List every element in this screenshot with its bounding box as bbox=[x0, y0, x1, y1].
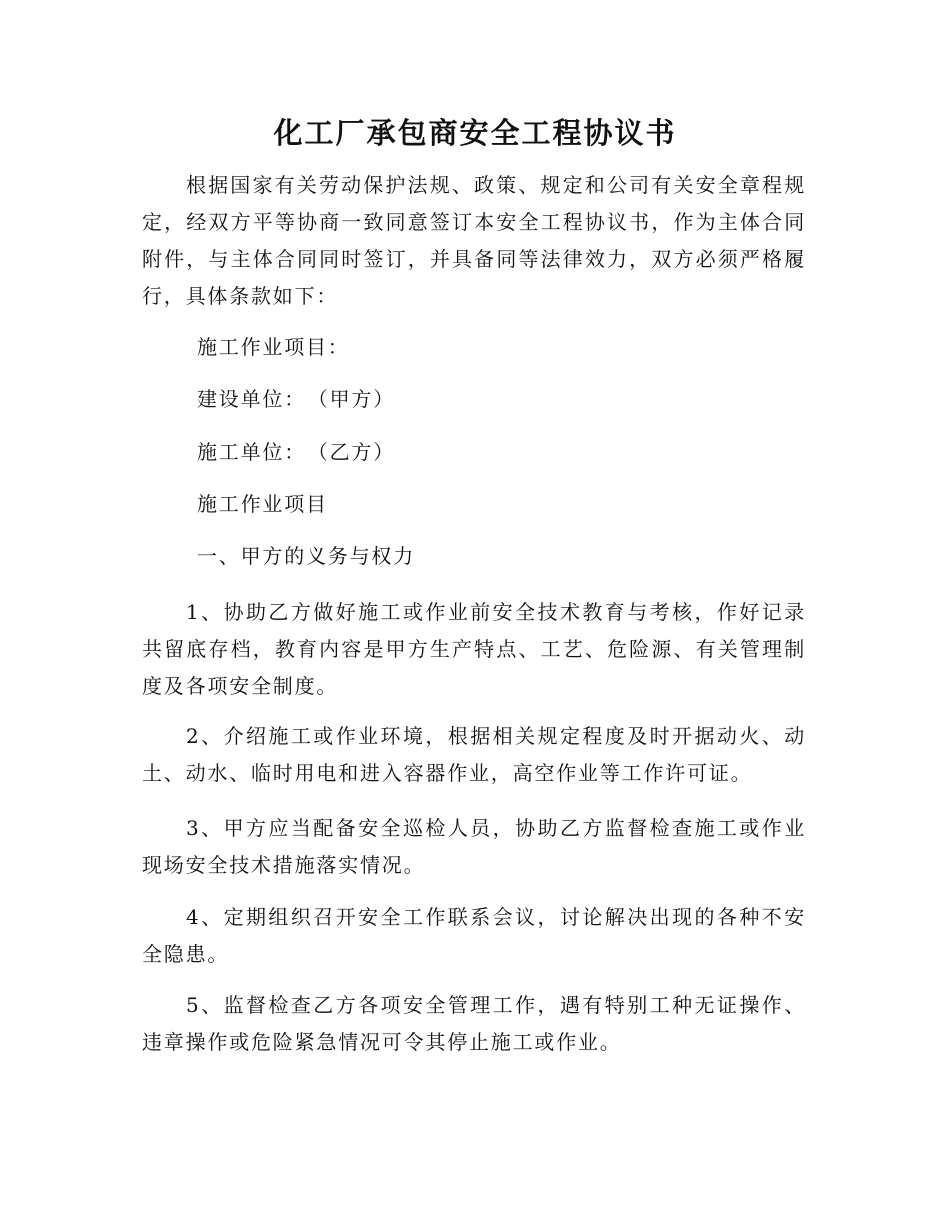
list-item: 2、介绍施工或作业环境，根据相关规定程度及时开据动火、动土、动水、临时用电和进入容器作业，高空作业等工作许可证。 bbox=[142, 724, 806, 785]
list-item: 3、甲方应当配备安全巡检人员，协助乙方监督检查施工或作业现场安全技术措施落实情况。 bbox=[142, 816, 806, 877]
party-a-line: 建设单位： （甲方） bbox=[197, 387, 395, 411]
list-item: 4、定期组织召开安全工作联系会议，讨论解决出现的各种不安全隐患。 bbox=[142, 905, 806, 966]
section-heading: 一、甲方的义务与权力 bbox=[197, 544, 415, 568]
party-b-line: 施工单位： （乙方） bbox=[197, 440, 395, 464]
list-item: 1、协助乙方做好施工或作业前安全技术教育与考核，作好记录共留底存档，教育内容是甲方生产特点、工艺、危险源、有关管理制度及各项安全制度。 bbox=[142, 600, 806, 698]
list-item: 5、监督检查乙方各项安全管理工作，遇有特别工种无证操作、违章操作或危险紧急情况可令其停止施工或作业。 bbox=[142, 993, 806, 1054]
document-title: 化工厂承包商安全工程协议书 bbox=[273, 116, 677, 150]
intro-paragraph: 根据国家有关劳动保护法规、政策、规定和公司有关安全章程规定，经双方平等协商一致同意签订本安全工程协议书，作为主体合同附件，与主体合同同时签订，并具备同等法律效力，双方必须严格履行，具体条款如下： bbox=[142, 173, 806, 308]
project-label-2: 施工作业项目 bbox=[197, 492, 328, 516]
project-label: 施工作业项目： bbox=[197, 335, 350, 359]
